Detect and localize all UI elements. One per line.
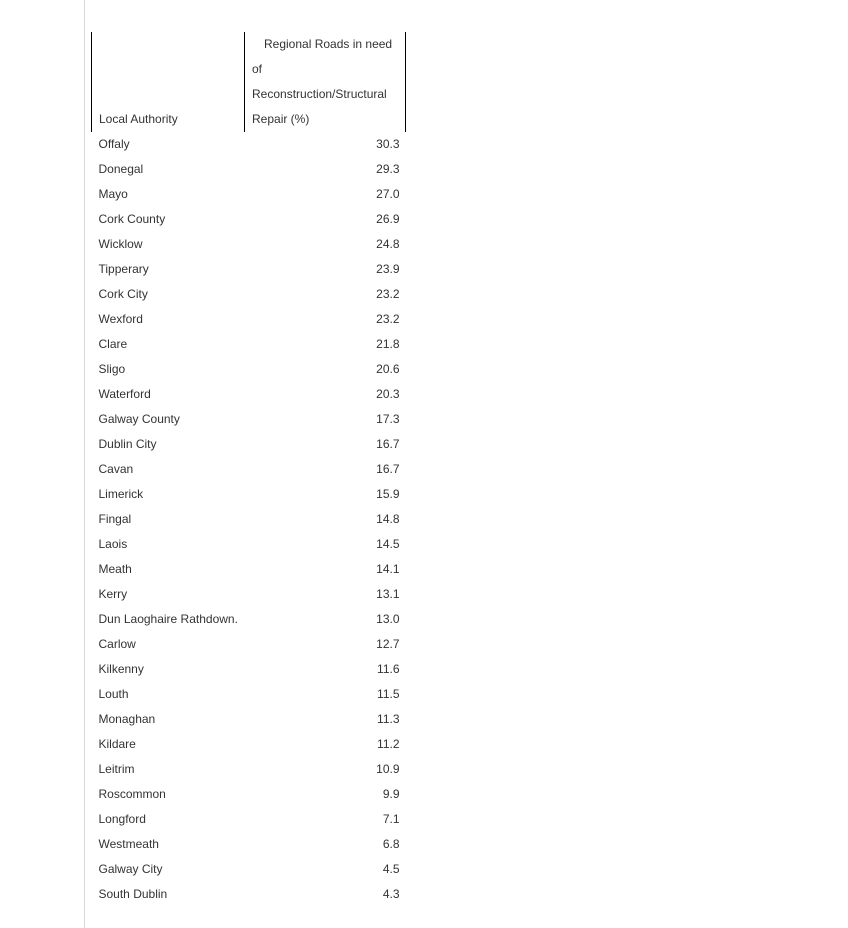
table-row [92,332,406,357]
local-authority-cell: Galway City [98,862,163,876]
percent-cell: 13.1 [376,587,400,601]
local-authority-cell: Sligo [98,362,126,376]
local-authority-cell: Wicklow [98,237,143,251]
table-row [92,657,406,682]
table-row [92,257,406,282]
percent-cell: 20.3 [376,387,400,401]
percent-cell: 4.3 [382,887,400,901]
table-row [92,532,406,557]
table-row [92,507,406,532]
percent-cell: 10.9 [376,762,400,776]
percent-cell: 20.6 [376,362,400,376]
local-authority-cell: Monaghan [98,712,156,726]
table-row [92,882,406,907]
table-header-row [92,32,406,132]
percent-cell: 7.1 [382,812,400,826]
percent-cell: 14.1 [376,562,400,576]
table-row [92,432,406,457]
table-row [92,232,406,257]
table-row [92,582,406,607]
local-authority-cell: Kildare [98,737,136,751]
percent-cell: 9.9 [382,787,400,801]
percent-cell: 14.5 [376,537,400,551]
percent-cell: 16.7 [376,437,400,451]
percent-cell: 23.2 [376,312,400,326]
percent-cell: 4.5 [382,862,400,876]
local-authority-cell: Louth [98,687,129,701]
local-authority-cell: Offaly [98,137,130,151]
percent-cell: 13.0 [376,612,400,626]
table-row [92,782,406,807]
table-row [92,457,406,482]
local-authority-cell: Galway County [98,412,180,426]
local-authority-cell: Meath [98,562,132,576]
percent-cell: 23.9 [376,262,400,276]
percent-cell: 21.8 [376,337,400,351]
table-row [92,857,406,882]
percent-cell: 15.9 [376,487,400,501]
local-authority-cell: Dublin City [98,437,157,451]
table-row [92,707,406,732]
table-row [92,682,406,707]
percent-cell: 16.7 [376,462,400,476]
regional-roads-table [91,32,406,907]
regional-roads-table-container [91,32,406,907]
local-authority-cell: Fingal [98,512,132,526]
table-row [92,632,406,657]
local-authority-cell: Roscommon [98,787,166,801]
table-row [92,282,406,307]
percent-cell: 30.3 [376,137,400,151]
table-row [92,132,406,157]
header-line: Regional Roads in need [264,37,393,51]
local-authority-cell: Limerick [98,487,144,501]
percent-cell: 6.8 [382,837,400,851]
table-row [92,157,406,182]
column-header-percent [245,32,406,132]
local-authority-cell: Clare [98,337,128,351]
table-row [92,557,406,582]
table-row [92,357,406,382]
local-authority-cell: Carlow [98,637,136,651]
percent-cell: 26.9 [376,212,400,226]
local-authority-cell: Leitrim [98,762,135,776]
local-authority-cell: Wexford [98,312,143,326]
table-row [92,732,406,757]
percent-cell: 23.2 [376,287,400,301]
local-authority-cell: Longford [98,812,146,826]
table-row [92,382,406,407]
local-authority-cell: Waterford [98,387,151,401]
local-authority-cell: Laois [98,537,128,551]
table-body [92,132,406,907]
local-authority-cell: Mayo [98,187,128,201]
percent-cell: 14.8 [376,512,400,526]
header-line: Repair (%) [252,112,310,126]
percent-cell: 11.6 [377,662,400,676]
table-row [92,207,406,232]
table-row [92,482,406,507]
percent-cell: 11.5 [377,687,400,701]
header-line: of [252,62,263,76]
local-authority-cell: Kerry [98,587,128,601]
local-authority-cell: Dun Laoghaire Rathdown. [98,612,238,626]
local-authority-cell: Tipperary [98,262,149,276]
percent-cell: 29.3 [376,162,400,176]
local-authority-cell: Cavan [98,462,134,476]
table-row [92,607,406,632]
header-line: Reconstruction/Structural [252,87,387,101]
percent-cell: 27.0 [376,187,400,201]
column-header-local-authority: Local Authority [92,32,245,132]
local-authority-cell: Cork City [98,287,148,301]
table-row [92,407,406,432]
table-row [92,807,406,832]
page-left-rule [84,0,85,928]
percent-cell: 11.2 [377,737,400,751]
local-authority-cell: Westmeath [98,837,159,851]
percent-cell: 17.3 [376,412,400,426]
table-row [92,757,406,782]
percent-cell: 11.3 [377,712,400,726]
table-row [92,307,406,332]
local-authority-cell: Cork County [98,212,166,226]
table-row [92,832,406,857]
percent-cell: 24.8 [376,237,400,251]
local-authority-cell: Kilkenny [98,662,144,676]
table-row [92,182,406,207]
table-header [92,32,406,132]
local-authority-cell: South Dublin [98,887,168,901]
local-authority-cell: Donegal [98,162,144,176]
percent-cell: 12.7 [376,637,400,651]
